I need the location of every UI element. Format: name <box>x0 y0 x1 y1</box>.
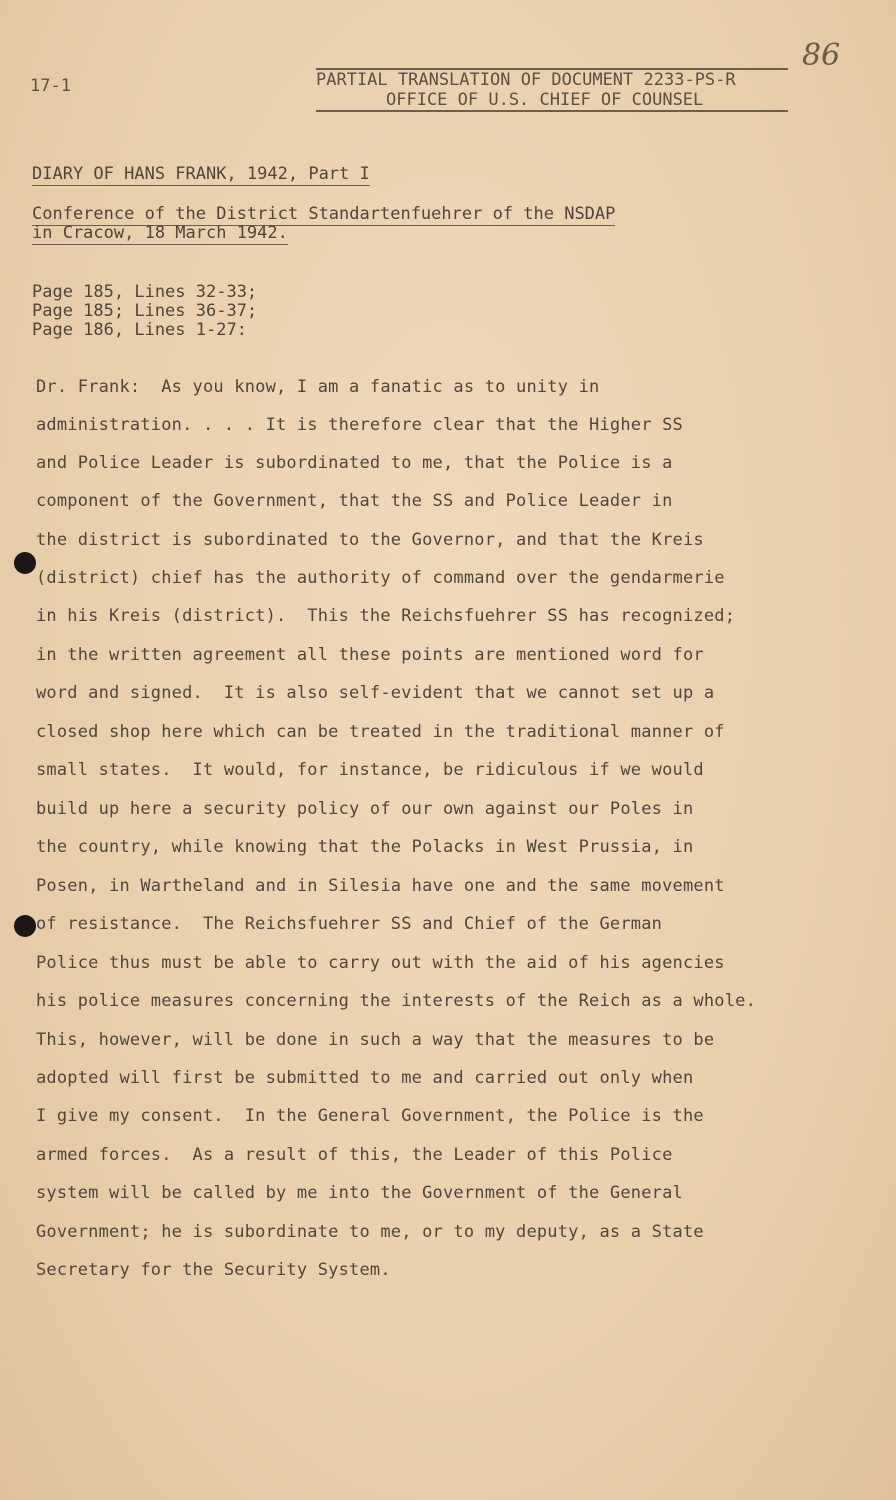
body-line: adopted will first be submitted to me and carried out only when <box>36 1068 694 1088</box>
body-line: Police thus must be able to carry out with the aid of his agencies <box>36 953 725 973</box>
body-line: administration. . . . It is therefore clear that the Higher SS <box>36 415 683 435</box>
punch-hole <box>14 552 36 574</box>
page-ref-line: Page 185, Lines 32-33; <box>32 282 258 302</box>
document-title <box>32 164 370 184</box>
body-line: Posen, in Wartheland and in Silesia have one and the same movement <box>36 876 725 896</box>
handwritten-page-number: 86 <box>802 38 841 73</box>
page-ref-line: Page 185; Lines 36-37; <box>32 301 258 321</box>
body-line: small states. It would, for instance, be ridiculous if we would <box>36 760 704 780</box>
body-line: of resistance. The Reichsfuehrer SS and Chief of the German <box>36 914 663 934</box>
body-line: closed shop here which can be treated in the traditional manner of <box>36 722 725 742</box>
header-line-2: OFFICE OF U.S. CHIEF OF COUNSEL <box>386 90 704 110</box>
body-line: in his Kreis (district). This the Reichsfuehrer SS has recognized; <box>36 606 736 626</box>
punch-hole <box>14 915 36 937</box>
body-line: I give my consent. In the General Government, the Police is the <box>36 1106 704 1126</box>
body-line: the district is subordinated to the Governor, and that the Kreis <box>36 530 704 550</box>
body-line: armed forces. As a result of this, the Leader of this Police <box>36 1145 673 1165</box>
body-line: system will be called by me into the Government of the General <box>36 1183 683 1203</box>
body-line: Government; he is subordinate to me, or to my deputy, as a State <box>36 1222 704 1242</box>
body-line: build up here a security policy of our own against our Poles in <box>36 799 694 819</box>
page-ref-line: Page 186, Lines 1-27: <box>32 320 247 340</box>
body-line: word and signed. It is also self-evident that we cannot set up a <box>36 683 715 703</box>
header-bottom-rule <box>316 110 788 112</box>
header-line-1: PARTIAL TRANSLATION OF DOCUMENT 2233-PS-R <box>316 70 736 90</box>
body-line: (district) chief has the authority of command over the gendarmerie <box>36 568 725 588</box>
conference-line-1: Conference of the District Standartenfuehrer of the NSDAP <box>32 204 616 224</box>
title-underlined-part: DIARY OF HANS FRANK, 1942, Part I <box>32 164 370 184</box>
body-line: component of the Government, that the SS and Police Leader in <box>36 491 673 511</box>
body-line: Secretary for the Security System. <box>36 1260 391 1280</box>
body-line: the country, while knowing that the Polacks in West Prussia, in <box>36 837 694 857</box>
document-reference: 17-1 <box>30 76 71 96</box>
body-line: and Police Leader is subordinated to me, that the Police is a <box>36 453 673 473</box>
body-line: his police measures concerning the interests of the Reich as a whole. <box>36 991 757 1011</box>
body-line: in the written agreement all these points are mentioned word for <box>36 645 704 665</box>
conference-line-2: in Cracow, 18 March 1942. <box>32 223 288 243</box>
body-line: Dr. Frank: As you know, I am a fanatic as to unity in <box>36 377 600 397</box>
body-line: This, however, will be done in such a way that the measures to be <box>36 1030 715 1050</box>
